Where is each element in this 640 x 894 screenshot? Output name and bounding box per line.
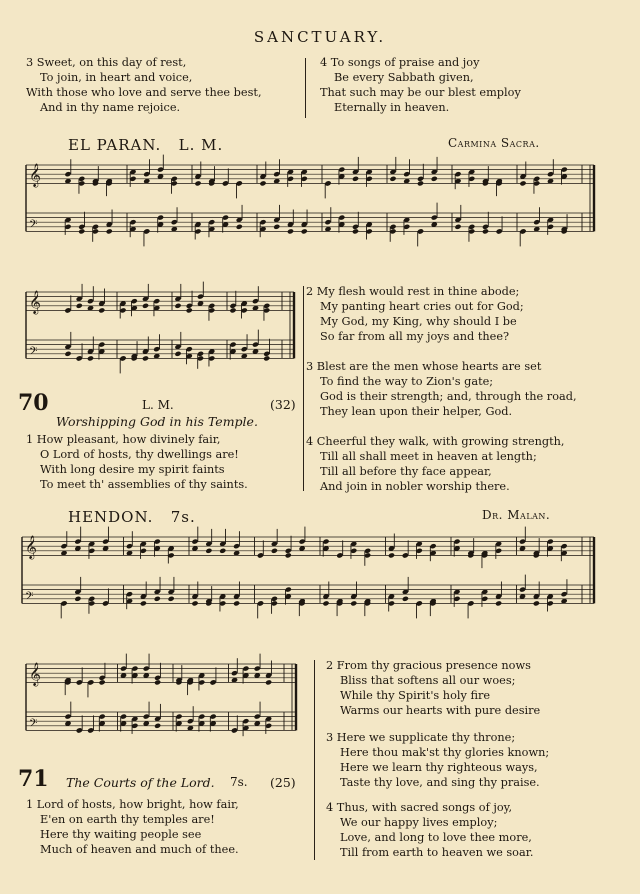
stanza-line: Eternally in heaven.	[334, 101, 450, 114]
bass-clef-icon: 𝄢	[25, 590, 34, 606]
stanza-line: God is their strength; and, through the road,	[320, 390, 577, 403]
music-system-hendon-2	[24, 654, 298, 750]
stanza-line: 3 Here we supplicate thy throne;	[326, 731, 516, 744]
stanza-line: 2 My flesh would rest in thine abode;	[306, 285, 520, 298]
stanza-number: 1	[26, 798, 34, 811]
stanza-line: Be every Sabbath given,	[334, 71, 474, 84]
stanza-line: Taste thy love, and sing thy praise.	[340, 776, 540, 789]
hymn-subtitle: The Courts of the Lord.	[66, 775, 215, 790]
stanza-line: 4 Cheerful they walk, with growing strength,	[306, 435, 565, 448]
hymn-subtitle: Worshipping God in his Temple.	[56, 414, 258, 429]
stanza-line: 4 To songs of praise and joy	[320, 56, 480, 69]
stanza-line: My panting heart cries out for God;	[320, 300, 524, 313]
stanza-number: 4	[320, 56, 328, 69]
hymn-meter: 7s.	[230, 775, 248, 789]
music-system-el-paran-2	[24, 282, 296, 378]
stanza-line: E'en on earth thy temples are!	[40, 813, 215, 826]
tune-name: EL PARAN. L. M.	[68, 136, 224, 154]
stanza-line: Warms our hearts with pure desire	[340, 704, 541, 717]
stanza-line: That such may be our blest employ	[320, 86, 521, 99]
composer-name: Carmina Sacra.	[448, 136, 540, 150]
stanza-line: 3 Blest are the men whose hearts are set	[306, 360, 542, 373]
stanza-line: To meet th' assemblies of thy saints.	[40, 478, 248, 491]
stanza-line: Bliss that softens all our woes;	[340, 674, 516, 687]
stanza-line: 2 From thy gracious presence nows	[326, 659, 531, 672]
treble-clef-icon: 𝄞	[25, 534, 37, 559]
running-header: SANCTUARY.	[253, 28, 387, 46]
hymn71-stanza-3	[326, 730, 549, 790]
stanza-line: Here thou mak'st thy glories known;	[340, 746, 550, 759]
hymn-reference: (32)	[270, 397, 296, 412]
stanza-line: While thy Spirit's holy fire	[340, 689, 491, 702]
hymn71-stanza-1	[26, 797, 239, 857]
stanza-line: With those who love and serve thee best,	[26, 86, 262, 99]
stanza-line: With long desire my spirit faints	[40, 463, 225, 476]
stanza-line: And join in nobler worship there.	[320, 480, 510, 493]
stanza-line: Here we learn thy righteous ways,	[340, 761, 538, 774]
stanza-line: To join, in heart and voice,	[40, 71, 193, 84]
stanza-number: 1	[26, 433, 34, 446]
stanza-number: 4	[326, 801, 334, 814]
stanza-line: Much of heaven and much of thee.	[40, 843, 239, 856]
treble-clef-icon: 𝄞	[29, 661, 41, 686]
hymn70-stanza-1	[26, 432, 248, 492]
bass-clef-icon: 𝄢	[29, 345, 38, 361]
column-divider	[305, 58, 306, 118]
stanza-line: Here thy waiting people see	[40, 828, 202, 841]
bass-clef-icon: 𝄢	[29, 218, 38, 234]
hymn71-stanza-4	[326, 800, 533, 860]
stanza-line: 1 Lord of hosts, how bright, how fair,	[26, 798, 239, 811]
music-system-hendon-1	[20, 527, 596, 623]
stanza-line: To find the way to Zion's gate;	[320, 375, 494, 388]
composer-name: Dr. Malan.	[482, 508, 551, 522]
hymn70-stanza-2	[306, 284, 524, 344]
top-left-stanza	[26, 55, 262, 115]
stanza-line: O Lord of hosts, thy dwellings are!	[40, 448, 239, 461]
treble-clef-icon: 𝄞	[29, 162, 41, 187]
hymn-number: 71	[18, 766, 49, 792]
stanza-number: 3	[306, 360, 314, 373]
column-divider	[314, 660, 315, 860]
stanza-line: My God, my King, why should I be	[320, 315, 517, 328]
stanza-line: 4 Thus, with sacred songs of joy,	[326, 801, 513, 814]
stanza-line: Love, and long to love thee more,	[340, 831, 532, 844]
stanza-number: 2	[306, 285, 314, 298]
tune-name: HENDON. 7s.	[68, 508, 196, 526]
stanza-line: 3 Sweet, on this day of rest,	[26, 56, 187, 69]
stanza-line: We our happy lives employ;	[340, 816, 498, 829]
stanza-line: Till from earth to heaven we soar.	[340, 846, 534, 859]
stanza-line: Till all shall meet in heaven at length;	[320, 450, 537, 463]
hymn-reference: (25)	[270, 775, 296, 790]
hymn-number: 70	[18, 390, 49, 416]
stanza-number: 4	[306, 435, 314, 448]
column-divider	[303, 286, 304, 491]
music-system-el-paran-1	[24, 155, 596, 251]
stanza-line: 1 How pleasant, how divinely fair,	[26, 433, 221, 446]
stanza-number: 2	[326, 659, 334, 672]
top-right-stanza	[320, 55, 521, 115]
stanza-line: Till all before thy face appear,	[320, 465, 492, 478]
stanza-line: So far from all my joys and thee?	[320, 330, 510, 343]
stanza-line: And in thy name rejoice.	[40, 101, 181, 114]
hymn70-stanza-4	[306, 434, 565, 494]
tune-meter: 7s.	[170, 508, 196, 526]
bass-clef-icon: 𝄢	[29, 717, 38, 733]
hymn-meter: L. M.	[142, 398, 174, 412]
hymn70-stanza-3	[306, 359, 577, 419]
tune-meter: L. M.	[178, 136, 224, 154]
hymn71-stanza-2	[326, 658, 540, 718]
stanza-number: 3	[26, 56, 34, 69]
stanza-number: 3	[326, 731, 334, 744]
treble-clef-icon: 𝄞	[29, 289, 41, 314]
stanza-line: They lean upon their helper, God.	[320, 405, 513, 418]
